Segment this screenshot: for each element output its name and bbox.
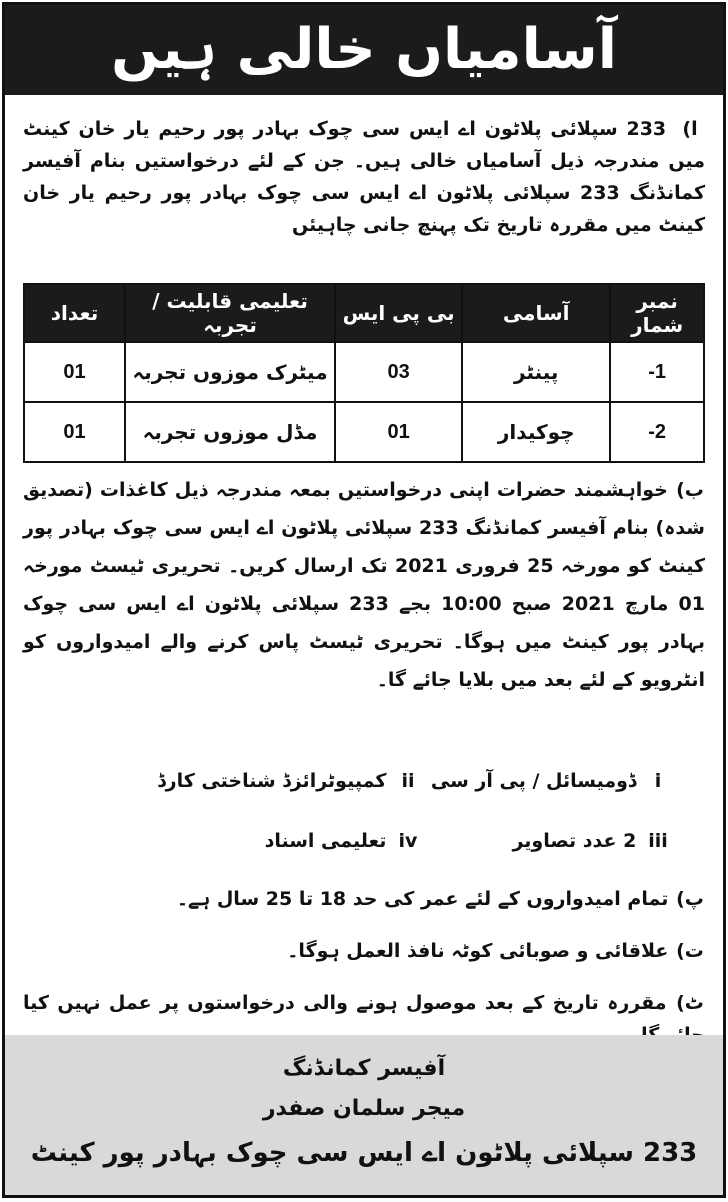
cell-quantity: 01 [24, 342, 125, 402]
document-marker: iv [398, 830, 418, 852]
unit-address: 233 سپلائی پلاٹون اے ایس سی چوک بہادر پور کینٹ [30, 1138, 698, 1168]
section-tt-marker: ٹ) [676, 992, 704, 1014]
document-marker: iii [648, 830, 668, 852]
intro-text: 233 سپلائی پلاٹون اے ایس سی چوک بہادر پور رحیم یار خان کینٹ میں مندرجہ ذیل آسامیاں خالی ہیں۔ جن کے لئے درخواستیں بنام آفیسر کمانڈنگ 233 سپلائی پلاٹون اے ایس سی چوک بہادر پور رحیم یار خان کینٹ میں مقررہ تاریخ تک پہنچ جانی چاہیئں [23, 118, 705, 236]
document-label: کمپیوٹرائزڈ شناختی کارڈ [157, 770, 387, 792]
cell-post: پینٹر [462, 342, 610, 402]
header-quantity: تعداد [24, 284, 125, 342]
document-item [512, 827, 673, 855]
section-t-text: علاقائی و صوبائی کوٹہ نافذ العمل ہوگا۔ [287, 940, 669, 962]
section-p-text: تمام امیدواروں کے لئے عمر کی حد 18 تا 25 سال ہے۔ [176, 888, 669, 910]
intro-paragraph [23, 113, 705, 241]
table-row [24, 342, 704, 402]
header-qualification: تعلیمی قابلیت / تجربہ [125, 284, 335, 342]
header-serial: نمبر شمار [610, 284, 704, 342]
cell-quantity: 01 [24, 402, 125, 462]
cell-serial: 2- [610, 402, 704, 462]
job-advertisement [2, 2, 726, 1198]
section-t-paragraph [23, 935, 705, 967]
section-tt-text: مقررہ تاریخ کے بعد موصول ہونے والی درخواستوں پر عمل نہیں کیا [23, 992, 667, 1014]
section-t-marker: ت) [676, 940, 704, 962]
table-row [24, 402, 704, 462]
cell-bps: 03 [335, 342, 462, 402]
table-header-row [24, 284, 704, 342]
header-bps: بی پی ایس [335, 284, 462, 342]
section-p-paragraph [23, 883, 705, 915]
section-p-marker: پ) [676, 888, 704, 910]
section-b-marker: ب) [676, 479, 704, 501]
document-label: ڈومیسائل / پی آر سی [430, 770, 637, 792]
ad-title: آسامیاں خالی ہیں [5, 5, 723, 95]
document-item [265, 827, 423, 855]
vacancy-table [23, 283, 705, 463]
cell-serial: 1- [610, 342, 704, 402]
cell-qualification: مڈل موزوں تجربہ [125, 402, 335, 462]
document-label: تعلیمی اسناد [264, 830, 387, 852]
signatory-name: میجر سلمان صفدر [262, 1096, 466, 1121]
intro-marker: ا) [682, 118, 698, 140]
cell-bps: 01 [335, 402, 462, 462]
document-marker: ii [401, 770, 415, 792]
document-label: 2 عدد تصاویر [512, 830, 637, 852]
document-item [157, 767, 423, 795]
document-marker: i [654, 770, 662, 792]
document-item [431, 767, 673, 795]
signatory-designation: آفیسر کمانڈنگ [282, 1056, 446, 1081]
cell-qualification: میٹرک موزوں تجربہ [125, 342, 335, 402]
section-b-text: خواہشمند حضرات اپنی درخواستیں بمعہ مندرجہ ذیل کاغذات (تصدیق شدہ) بنام آفیسر کمانڈنگ 233 سپلائی پلاٹون اے ایس سی چوک بہادر پور کینٹ کو مورخہ 25 فروری 2021 تک ارسال کریں۔ تحریری ٹیسٹ مورخہ 01 مارچ 2021 صبح 10:00 بجے 233 سپلائی پلاٹون اے ایس سی چوک بہادر پور کینٹ میں ہوگا۔ تحریری ٹیسٹ پاس کرنے والے امیدواروں کو انٹرویو کے لئے بعد میں بلایا جائے گا۔ [23, 479, 706, 691]
header-post: آسامی [462, 284, 610, 342]
section-b-paragraph [23, 471, 705, 699]
signature-block [5, 1035, 723, 1195]
cell-post: چوکیدار [462, 402, 610, 462]
